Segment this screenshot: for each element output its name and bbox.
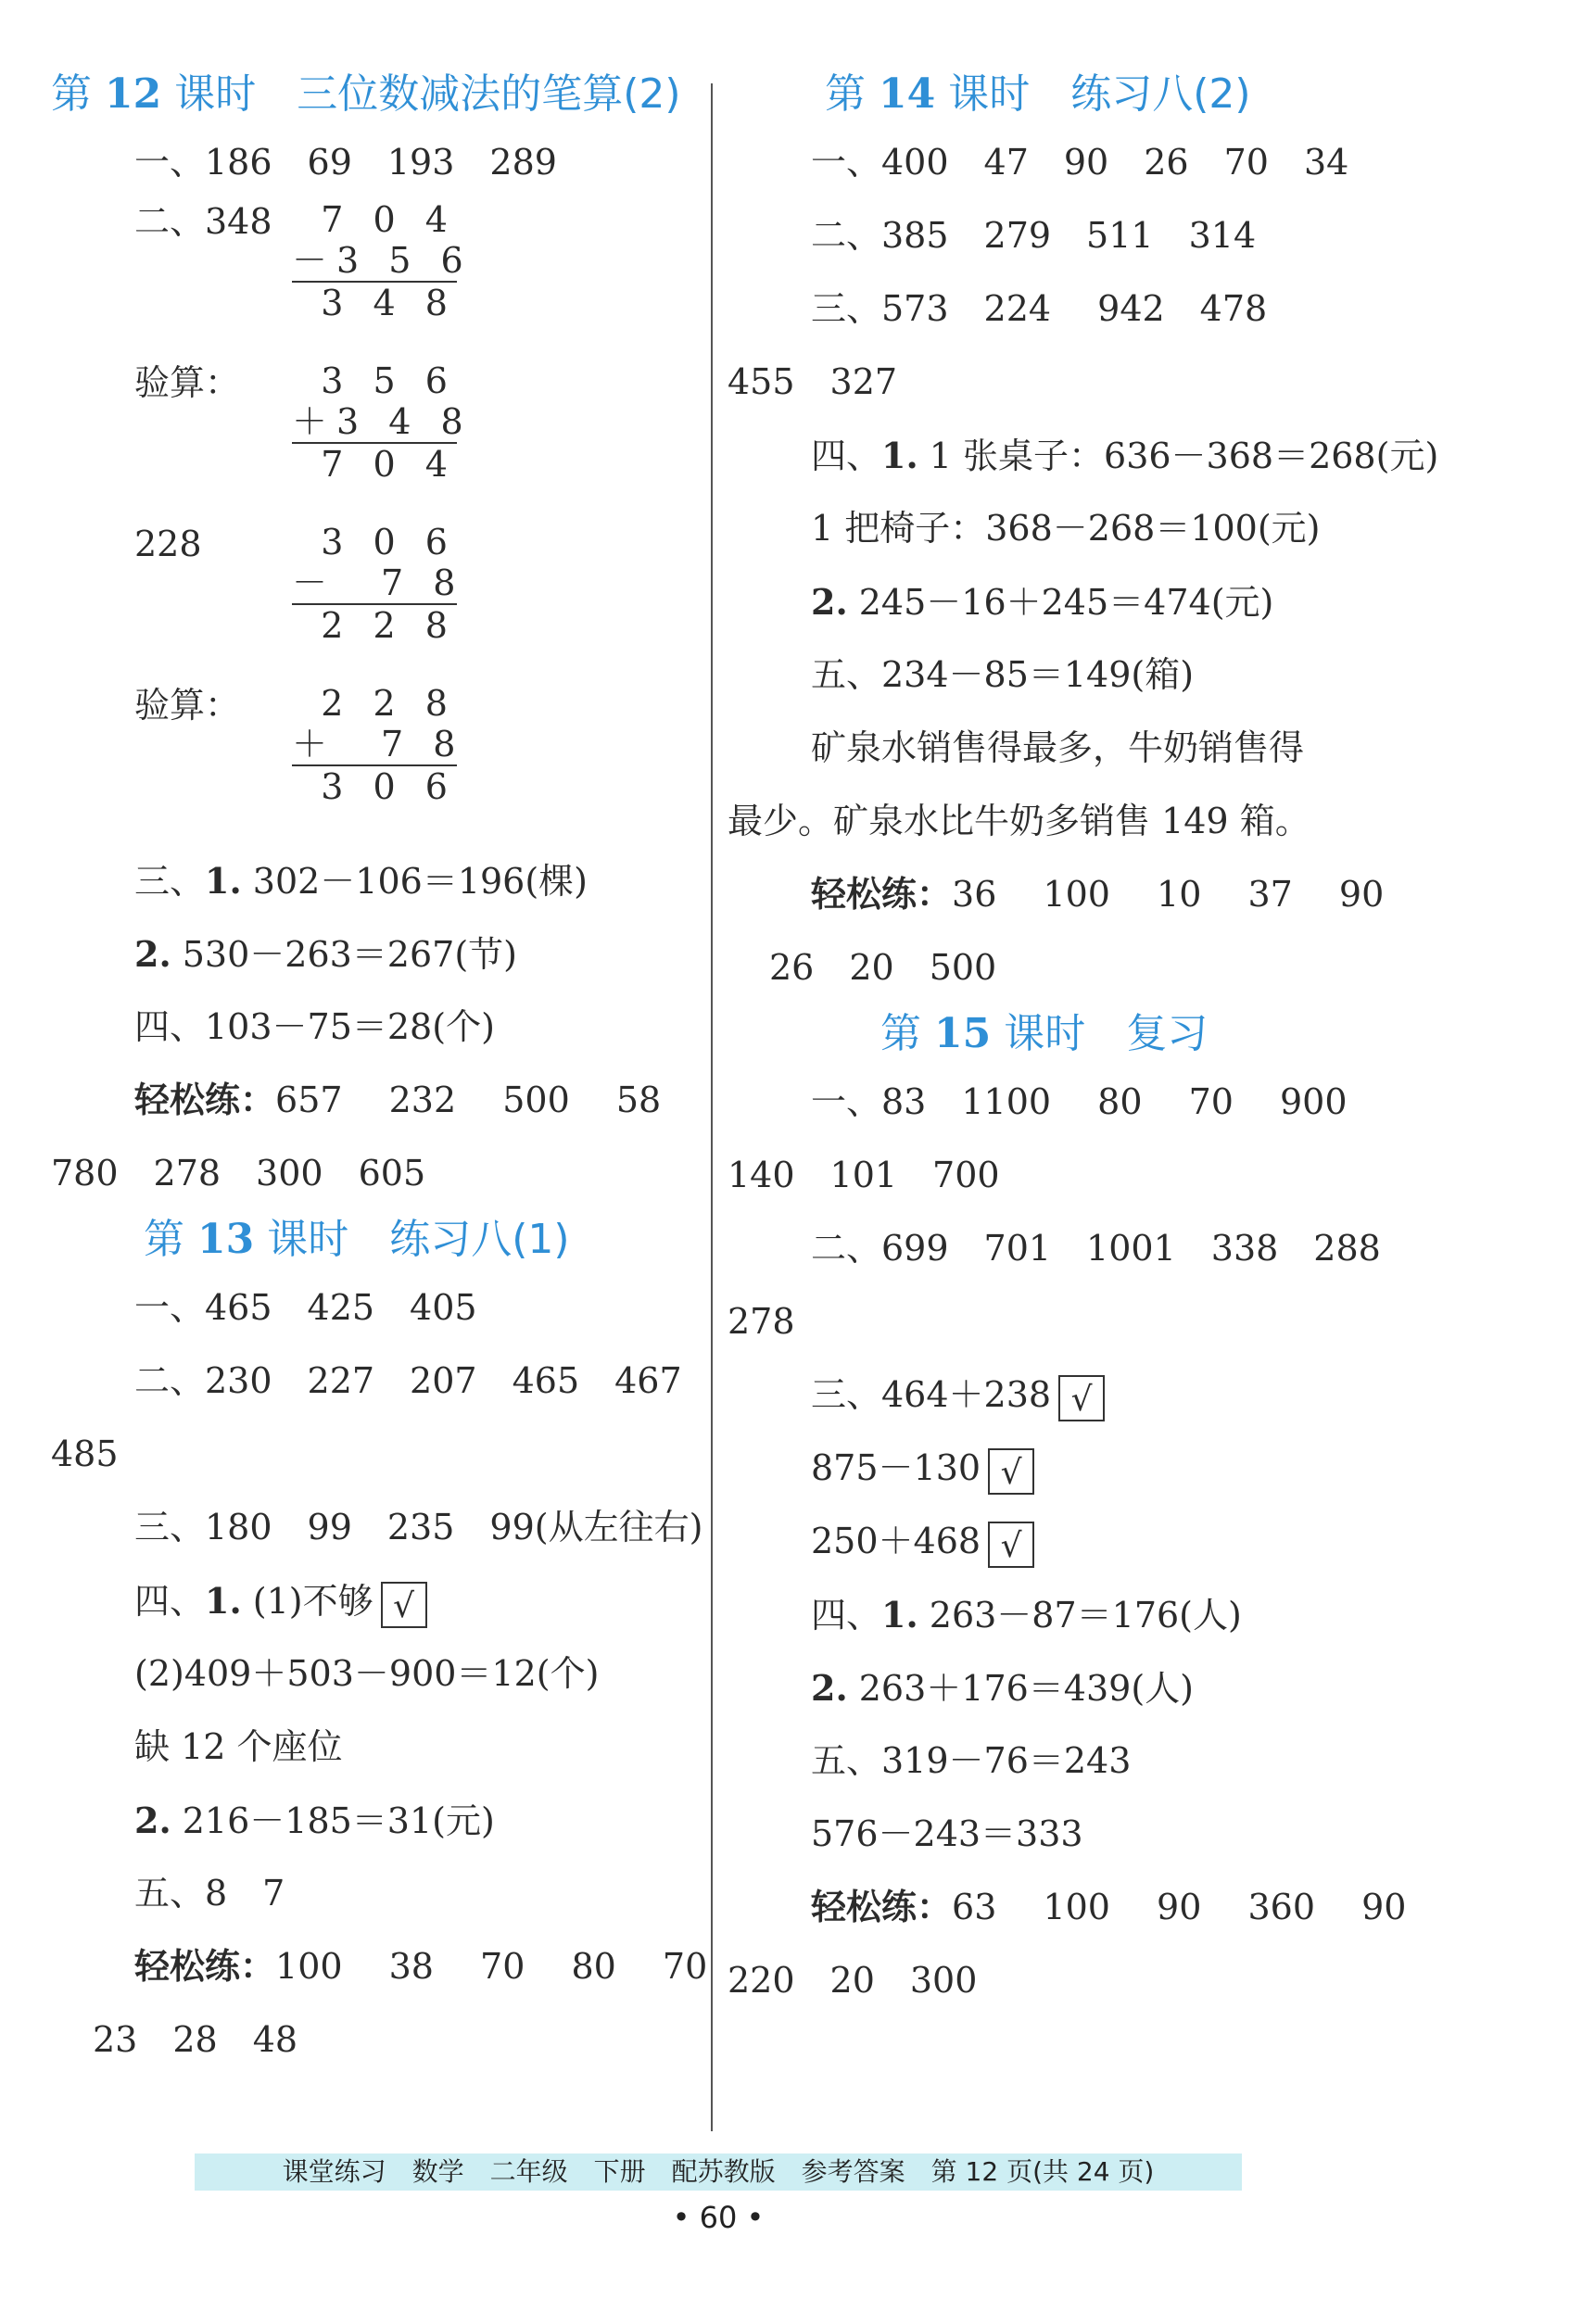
answer-line: 四、1. 263－87＝176(人): [811, 1594, 1242, 1636]
vertical-calculation: [51, 522, 783, 683]
calc-stack: [292, 522, 465, 646]
easy-practice-line: 轻松练：36 100 10 37 90: [811, 874, 1385, 915]
answer-line: 一、400 47 90 26 70 34: [811, 142, 1349, 183]
answer-line: 875－130 √: [728, 1432, 1460, 1505]
answer-line: 二、230 227 207 465 467: [134, 1360, 682, 1401]
easy-practice-line: 轻松练：657 232 500 58: [134, 1080, 662, 1120]
calc-row: ＋3 4 8: [292, 401, 473, 442]
answer-line: 四、103－75＝28(个): [134, 1006, 495, 1047]
answer-line: 二、699 701 1001 338 288: [811, 1228, 1381, 1269]
calc-result: 3 0 6: [292, 764, 457, 807]
answer-line: 矿泉水销售得最多，牛奶销售得: [811, 727, 1305, 768]
answer-line: 二、385 279 511 314: [811, 215, 1257, 256]
section-heading-12: [51, 65, 783, 124]
answer-line: 576－243＝333: [811, 1813, 1083, 1854]
answer-line: 三、1. 302－106＝196(棵): [134, 860, 589, 902]
answer-line: 最少。矿泉水比牛奶多销售 149 箱。: [728, 801, 1310, 841]
answer-line: 250＋468 √: [728, 1505, 1460, 1578]
easy-practice-label: 轻松练：: [811, 874, 953, 915]
answer-line: 三、464＋238 √: [728, 1358, 1460, 1432]
easy-practice-line: 轻松练：100 38 70 80 70: [134, 1946, 708, 1987]
left-column: [51, 65, 783, 2077]
answer-line: 2. 530－263＝267(节): [134, 933, 517, 975]
answer-line: 缺 12 个座位: [134, 1726, 343, 1767]
calc-row: 2 2 8: [321, 683, 457, 724]
calc-label: 二、348: [134, 201, 272, 242]
calc-label: 验算：: [134, 362, 241, 403]
answer-line: 2. 245－16＋245＝474(元): [811, 581, 1274, 623]
easy-practice-line: 轻松练：63 100 90 360 90: [811, 1887, 1407, 1927]
calc-row: 7 0 4: [321, 199, 457, 240]
answer-line: 1 把椅子：368－268＝100(元): [811, 508, 1321, 549]
answer-line: 一、465 425 405: [134, 1287, 477, 1328]
calc-label: 228: [134, 524, 202, 564]
section-heading-13: 第 13 课时 练习八(1): [144, 1216, 570, 1263]
vertical-calculation: [51, 199, 783, 360]
answer-line: 四、1. (1)不够 √: [51, 1564, 783, 1637]
answer-line: 五、8 7: [134, 1873, 285, 1914]
calc-stack: [292, 683, 465, 807]
answer-line: (2)409＋503－900＝12(个): [134, 1653, 600, 1694]
answer-line: 23 28 48: [93, 2019, 298, 2060]
answer-line: 三、180 99 235 99(从左往右): [134, 1507, 703, 1547]
answer-line: 455 327: [728, 361, 898, 402]
answer-line: 五、319－76＝243: [811, 1740, 1132, 1781]
page-footer: 课堂练习 数学 二年级 下册 配苏教版 参考答案 第 12 页(共 24 页): [282, 2156, 1155, 2187]
heading-number: 12: [105, 70, 162, 118]
answer-line: 2. 263＋176＝439(人): [811, 1667, 1194, 1709]
right-column: [728, 65, 1460, 2017]
vertical-calculation: [51, 683, 783, 844]
answer-line: 140 101 700: [728, 1155, 1000, 1195]
section-heading-14: 第 14 课时 练习八(2): [825, 70, 1251, 118]
calc-result: 7 0 4: [292, 442, 457, 485]
calc-row: 3 0 6: [321, 522, 457, 562]
answer-line: 五、234－85＝149(箱): [811, 654, 1195, 695]
answer-line: 三、573 224 942 478: [811, 288, 1268, 329]
calc-stack: [292, 360, 473, 485]
answer-line: 780 278 300 605: [51, 1153, 426, 1194]
answer-line: 2. 216－185＝31(元): [134, 1800, 495, 1841]
answer-line: 四、1. 1 张桌子：636－368＝268(元): [811, 435, 1439, 476]
vertical-calculation: [51, 360, 783, 522]
answer-line: 26 20 500: [769, 947, 997, 988]
easy-practice-label: 轻松练：: [134, 1946, 276, 1987]
heading-title: 课时 三位数减法的笔算(2): [161, 70, 681, 118]
section-heading-15: 第 15 课时 复习: [880, 1010, 1209, 1057]
calc-row: 3 5 6: [321, 360, 457, 401]
check-mark-icon: √: [381, 1582, 427, 1628]
easy-practice-label: 轻松练：: [134, 1080, 276, 1120]
answer-line: 一、83 1100 80 70 900: [811, 1081, 1348, 1122]
answer-line: 一、186 69 193 289: [134, 142, 557, 183]
easy-practice-label: 轻松练：: [811, 1887, 953, 1927]
check-mark-icon: √: [1058, 1375, 1105, 1421]
heading-prefix: 第: [51, 70, 105, 118]
page-number: • 60 •: [672, 2200, 765, 2235]
calc-row: － 7 8: [292, 562, 465, 603]
answer-line: 220 20 300: [728, 1960, 978, 2001]
answer-line: 278: [728, 1301, 795, 1342]
calc-row: ＋ 7 8: [292, 724, 465, 764]
calc-stack: [292, 199, 473, 323]
check-mark-icon: √: [988, 1522, 1034, 1568]
calc-result: 3 4 8: [292, 281, 457, 323]
answer-line: 485: [51, 1434, 119, 1474]
calc-row: －3 5 6: [292, 240, 473, 281]
calc-label: 验算：: [134, 685, 241, 726]
calc-result: 2 2 8: [292, 603, 457, 646]
check-mark-icon: √: [988, 1448, 1034, 1495]
